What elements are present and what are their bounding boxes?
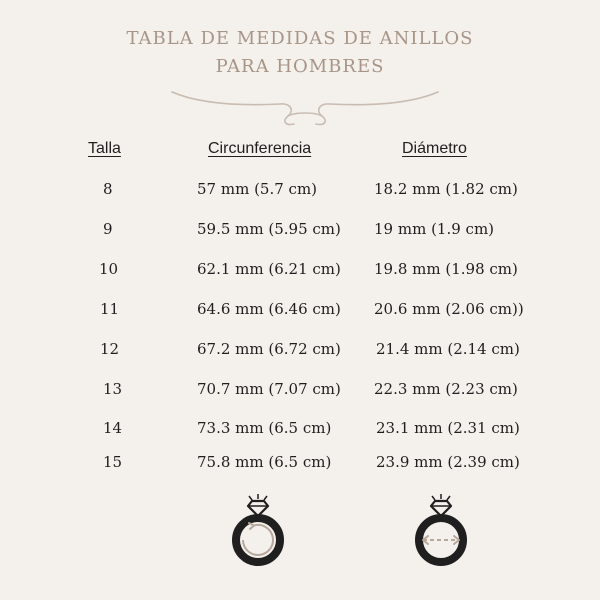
diameter-cell: 22.3 mm (2.23 cm) <box>374 380 518 398</box>
diameter-cell: 23.9 mm (2.39 cm) <box>376 453 520 471</box>
circumference-cell: 64.6 mm (6.46 cm) <box>197 300 341 318</box>
column-header-size: Talla <box>88 140 121 157</box>
circumference-cell: 70.7 mm (7.07 cm) <box>197 380 341 398</box>
page-title-line-2: PARA HOMBRES <box>215 56 385 77</box>
page-title-line-1: TABLA DE MEDIDAS DE ANILLOS <box>126 28 474 49</box>
size-cell: 9 <box>103 220 113 238</box>
size-cell: 12 <box>100 340 120 358</box>
diameter-cell: 20.6 mm (2.06 cm)) <box>374 300 524 318</box>
size-cell: 15 <box>103 453 123 471</box>
column-header-circumference: Circunferencia <box>208 140 312 157</box>
size-cell: 10 <box>99 260 119 278</box>
diameter-cell: 23.1 mm (2.31 cm) <box>376 419 520 437</box>
circumference-cell: 59.5 mm (5.95 cm) <box>197 220 341 238</box>
ring-circumference-icon <box>228 490 288 570</box>
diameter-cell: 21.4 mm (2.14 cm) <box>376 340 520 358</box>
size-cell: 14 <box>103 419 123 437</box>
diameter-cell: 19 mm (1.9 cm) <box>374 220 495 238</box>
diameter-cell: 19.8 mm (1.98 cm) <box>374 260 518 278</box>
flourish-divider-icon <box>170 86 440 130</box>
circumference-cell: 75.8 mm (6.5 cm) <box>197 453 332 471</box>
circumference-cell: 62.1 mm (6.21 cm) <box>197 260 341 278</box>
ring-diameter-icon <box>411 490 471 570</box>
diameter-cell: 18.2 mm (1.82 cm) <box>374 180 518 198</box>
circumference-cell: 57 mm (5.7 cm) <box>197 180 318 198</box>
size-cell: 13 <box>103 380 123 398</box>
size-cell: 11 <box>100 300 120 318</box>
circumference-cell: 73.3 mm (6.5 cm) <box>197 419 332 437</box>
column-header-diameter: Diámetro <box>402 140 467 157</box>
circumference-cell: 67.2 mm (6.72 cm) <box>197 340 341 358</box>
size-cell: 8 <box>103 180 113 198</box>
